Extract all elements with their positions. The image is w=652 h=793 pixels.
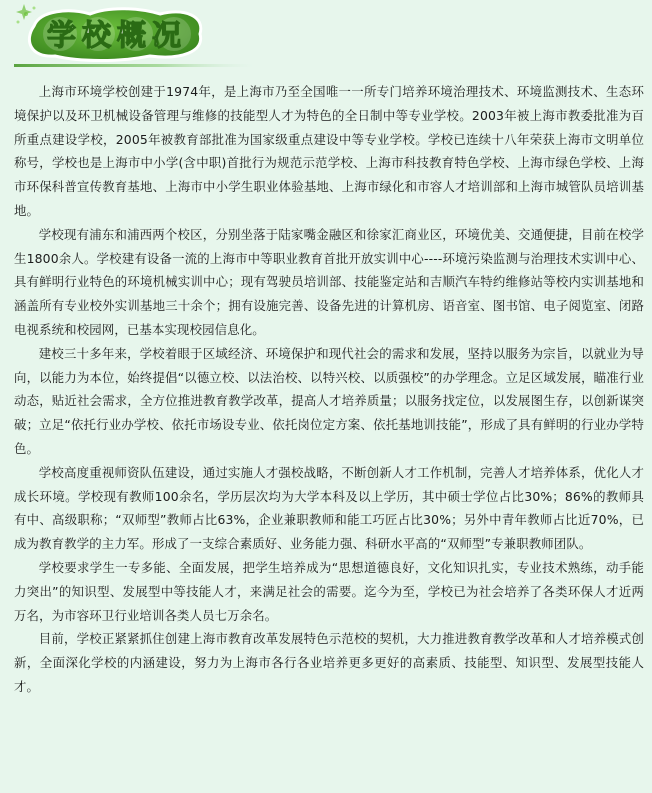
section-header: [0, 0, 652, 70]
paragraph-current: 目前，学校正紧紧抓住创建上海市教育改革发展特色示范校的契机，大力推进教育教学改革和人才培养模式创新，全面深化学校的内涵建设，努力为上海市各行各业培养更多更好的高素质、技能型、知识型、发展型技能人才。: [14, 631, 644, 694]
paragraph-philosophy: 建校三十多年来，学校着眼于区域经济、环境保护和现代社会的需求和发展，坚持以服务为宗旨，以就业为导向，以能力为本位，始终提倡“以德立校、以法治校、以特兴校、以质强校”的办学理念。立足区域发展，瞄准行业动态，贴近社会需求，全方位推进教育教学改革，提高人才培养质量；以服务找定位，以发展图生存，以创新谋突破；立足“依托行业办学校、依托市场设专业、依托岗位定方案、依托基地训技能”，形成了具有鲜明的行业办学特色。: [14, 345, 644, 456]
paragraph-students: 学校要求学生一专多能、全面发展，把学生培养成为“思想道德良好，文化知识扎实，专业技术熟练，动手能力突出”的知识型、发展型中等技能人才，来满足社会的需要。迄今为至，学校已为社会培养了各类环保人才近两万名，为市容环卫行业培训各类人员七万余名。: [14, 559, 644, 623]
sparkle-decoration: [16, 4, 36, 24]
article-body: [14, 80, 644, 699]
page-title: 学校概况: [46, 18, 188, 52]
paragraph-faculty: 学校高度重视师资队伍建设，通过实施人才强校战略，不断创新人才工作机制，完善人才培养体系，优化人才成长环境。学校现有教师100余名，学历层次均为大学本科及以上学历，其中硕士学位占比30%；86%的教师具有中、高级职称；“双师型”教师占比63%，企业兼职教师和能工巧匠占比30%；另外中青年教师占比近70%，已成为教育教学的主力军。形成了一支综合素质好、业务能力强、科研水平高的“双师型”专兼职教师团队。: [14, 464, 644, 552]
header-underline: [14, 64, 254, 67]
paragraph-campus: 学校现有浦东和浦西两个校区，分别坐落于陆家嘴金融区和徐家汇商业区，环境优美、交通便捷，目前在校学生1800余人。学校建有设备一流的上海市中等职业教育首批开放实训中心----环境污染监测与治理技术实训中心、具有鲜明行业特色的环境机械实训中心；现有驾驶员培训部、技能鉴定站和吉顺汽车特约维修站等校内实训基地和涵盖所有专业校外实训基地三十余个；拥有设施完善、设备先进的计算机房、语音室、图书馆、电子阅览室、闭路电视系统和校园网，已基本实现校园信息化。: [14, 226, 644, 337]
title-banner: [0, 0, 652, 70]
paragraph-history: 上海市环境学校创建于1974年，是上海市乃至全国唯一一所专门培养环境治理技术、环境监测技术、生态环境保护以及环卫机械设备管理与维修的技能型人才为特色的全日制中等专业学校。2003年被上海市教委批准为百所重点建设学校，2005年被教育部批准为国家级重点建设中等专业学校。学校已连续十八年荣获上海市文明单位称号，学校也是上海市中小学(含中职)首批行为规范示范学校、上海市科技教育特色学校、上海市绿色学校、上海市环保科普宣传教育基地、上海市中小学生职业体验基地、上海市绿化和市容人才培训部和上海市城管队员培训基地。: [14, 84, 644, 218]
